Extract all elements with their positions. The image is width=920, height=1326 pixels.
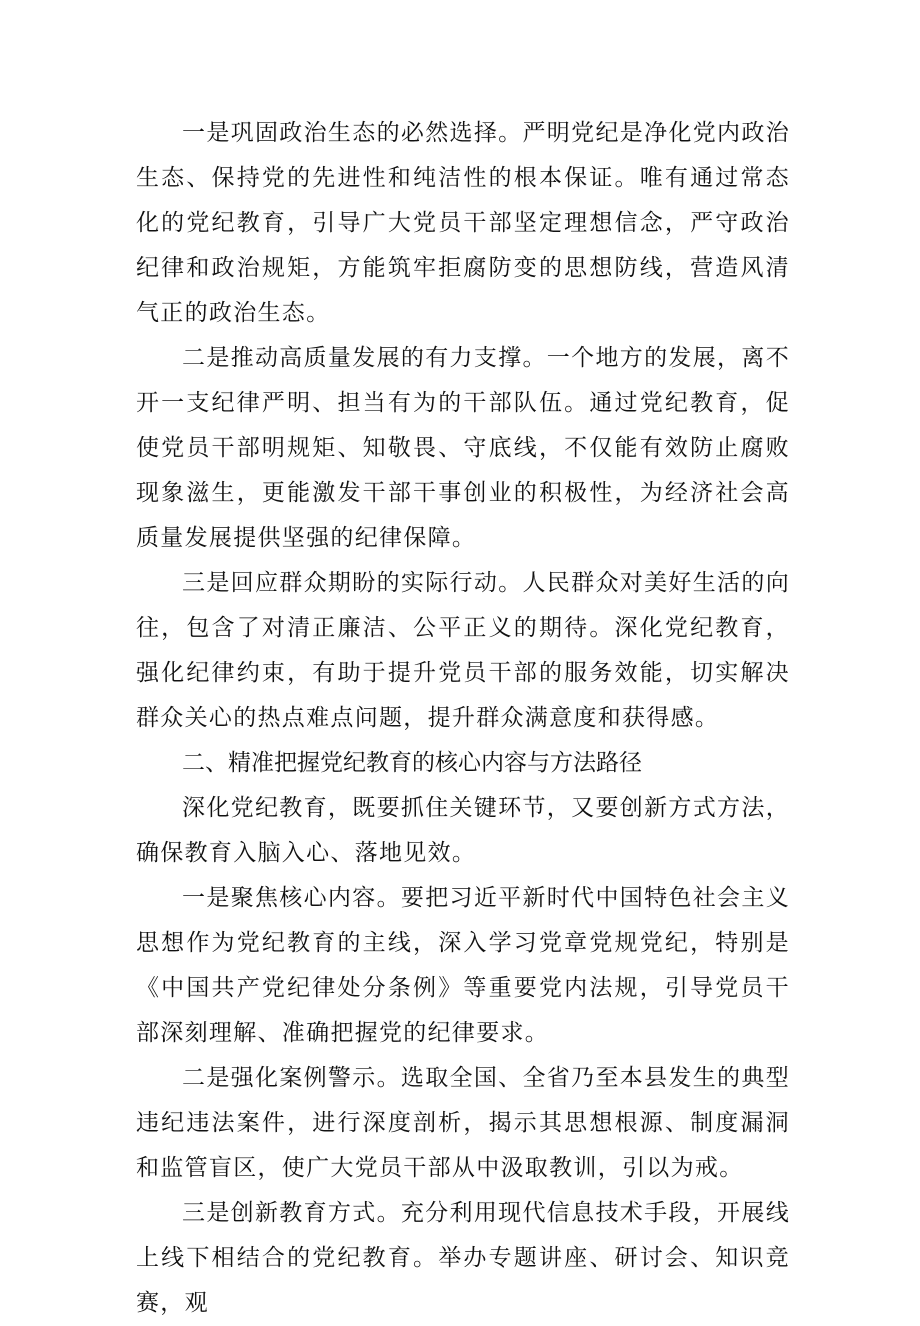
paragraph-core-content: 一是聚焦核心内容。要把习近平新时代中国特色社会主义思想作为党纪教育的主线，深入学习党章党规党纪，特别是《中国共产党纪律处分条例》等重要党内法规，引导党员干部深刻理解、准确把握党的纪律要求。 [136, 885, 790, 1046]
paragraph-political-ecology: 一是巩固政治生态的必然选择。严明党纪是净化党内政治生态、保持党的先进性和纯洁性的根本保证。唯有通过常态化的党纪教育，引导广大党员干部坚定理想信念，严守政治纪律和政治规矩，方能筑牢拒腐防变的思想防线，营造风清气正的政治生态。 [136, 120, 790, 326]
document-body [136, 111, 790, 1326]
paragraph-case-warning: 二是强化案例警示。选取全国、全省乃至本县发生的典型违纪违法案件，进行深度剖析，揭示其思想根源、制度漏洞和监管盲区，使广大党员干部从中汲取教训，引以为戒。 [136, 1065, 790, 1181]
paragraph-innovative-methods: 三是创新教育方式。充分利用现代信息技术手段，开展线上线下相结合的党纪教育。举办专题讲座、研讨会、知识竞赛，观 [136, 1200, 790, 1316]
paragraph-high-quality-development: 二是推动高质量发展的有力支撑。一个地方的发展，离不开一支纪律严明、担当有为的干部队伍。通过党纪教育，促使党员干部明规矩、知敬畏、守底线，不仅能有效防止腐败现象滋生，更能激发干部干事创业的积极性，为经济社会高质量发展提供坚强的纪律保障。 [136, 345, 790, 551]
section-heading: 二、精准把握党纪教育的核心内容与方法路径 [182, 750, 642, 776]
paragraph-section-intro: 深化党纪教育，既要抓住关键环节，又要创新方式方法，确保教育入脑入心、落地见效。 [136, 795, 790, 866]
paragraph-public-expectations: 三是回应群众期盼的实际行动。人民群众对美好生活的向往，包含了对清正廉洁、公平正义的期待。深化党纪教育，强化纪律约束，有助于提升党员干部的服务效能，切实解决群众关心的热点难点问题，提升群众满意度和获得感。 [136, 570, 790, 731]
